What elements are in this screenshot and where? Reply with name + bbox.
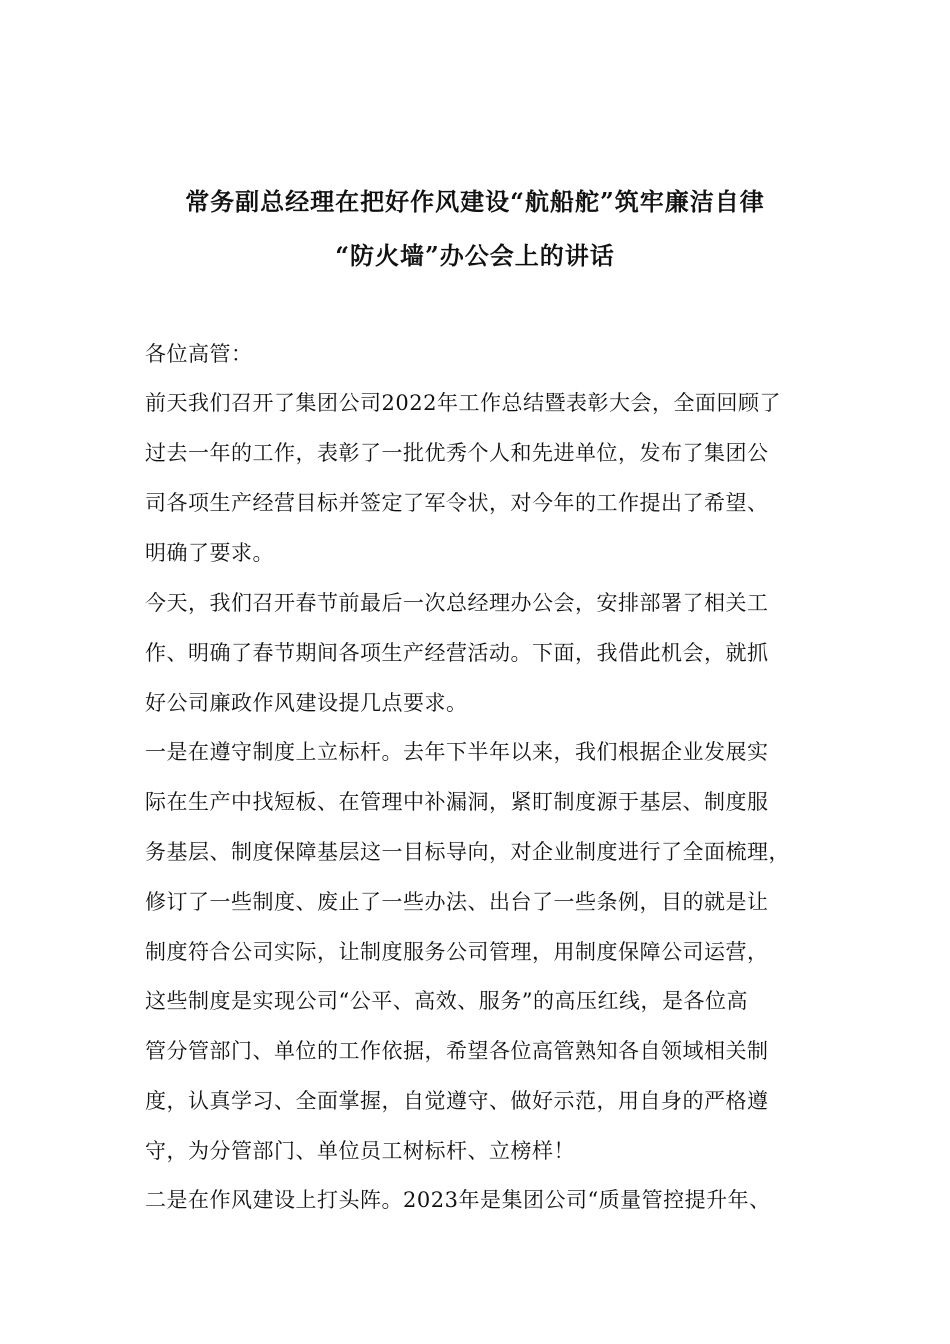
body-line: 这些制度是实现公司“公平、高效、服务”的高压红线，是各位高 (145, 989, 748, 1013)
body-line: 制度符合公司实际，让制度服务公司管理，用制度保障公司运营， (145, 940, 769, 964)
body-line: 一是在遵守制度上立标杆。去年下半年以来，我们根据企业发展实 (145, 740, 769, 764)
body-line: 明确了要求。 (145, 541, 274, 565)
body-line: 管分管部门、单位的工作依据，希望各位高管熟知各自领域相关制 (145, 1039, 769, 1063)
body-line: 过去一年的工作，表彰了一批优秀个人和先进单位，发布了集团公 (145, 441, 769, 465)
body-line: 度，认真学习、全面掌握，自觉遵守、做好示范，用自身的严格遵 (145, 1089, 769, 1113)
body-line: 二是在作风建设上打头阵。2023年是集团公司“质量管控提升年、 (145, 1188, 771, 1212)
document-title-line-2: “防火墙”办公会上的讲话 (335, 241, 615, 270)
body-line: 司各项生产经营目标并签定了军令状，对今年的工作提出了希望、 (145, 491, 769, 515)
body-line: 守，为分管部门、单位员工树标杆、立榜样！ (145, 1139, 575, 1163)
body-line: 好公司廉政作风建设提几点要求。 (145, 691, 468, 715)
salutation: 各位高管： (145, 342, 253, 366)
document-title-line-1: 常务副总经理在把好作风建设“航船舵”筑牢廉洁自律 (185, 187, 765, 216)
body-line: 修订了一些制度、废止了一些办法、出台了一些条例，目的就是让 (145, 890, 769, 914)
body-line: 务基层、制度保障基层这一目标导向，对企业制度进行了全面梳理， (145, 840, 790, 864)
body-line: 前天我们召开了集团公司2022年工作总结暨表彰大会，全面回顾了 (145, 391, 781, 415)
body-line: 今天，我们召开春节前最后一次总经理办公会，安排部署了相关工 (145, 591, 769, 615)
body-line: 作、明确了春节期间各项生产经营活动。下面，我借此机会，就抓 (145, 641, 769, 665)
body-line: 际在生产中找短板、在管理中补漏洞，紧盯制度源于基层、制度服 (145, 790, 769, 814)
